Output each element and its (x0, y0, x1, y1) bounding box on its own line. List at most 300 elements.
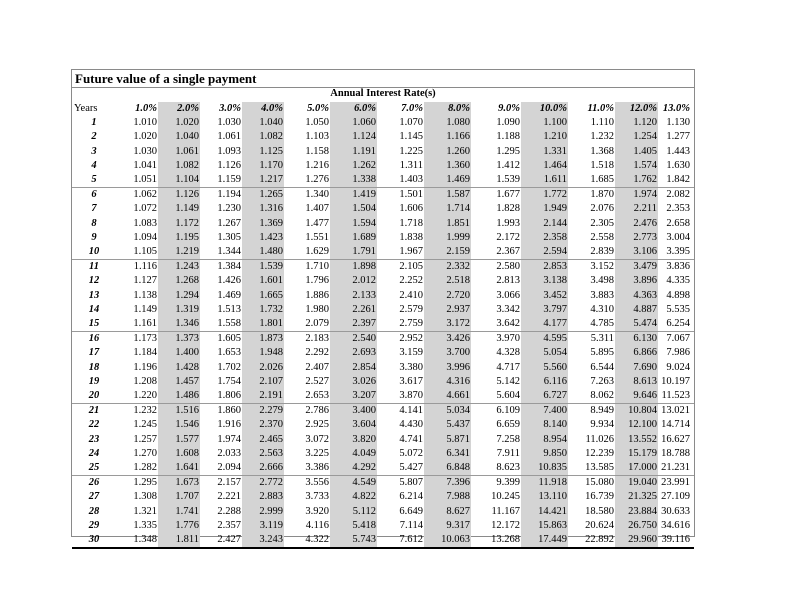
value-cell: 9.024 (666, 361, 690, 373)
value-cell: 1.161 (116, 317, 158, 332)
value-cell: 1.851 (424, 217, 471, 231)
value-cell: 1.608 (158, 447, 200, 461)
value-cell: 1.268 (158, 274, 200, 288)
value-cell: 1.577 (158, 433, 200, 447)
year-cell: 29 (88, 519, 100, 531)
value-cell: 1.948 (242, 346, 284, 360)
table-row (72, 260, 694, 275)
value-cell: 1.265 (242, 188, 284, 203)
value-cell: 1.243 (158, 260, 200, 275)
value-cell: 1.116 (133, 261, 157, 273)
value-cell: 1.477 (305, 217, 329, 229)
value-cell: 2.773 (615, 231, 658, 245)
value-cell: 1.605 (217, 333, 241, 345)
value-cell: 1.125 (242, 145, 284, 159)
table-row (72, 418, 694, 432)
value-cell: 2.693 (330, 346, 377, 360)
value-cell: 14.421 (521, 505, 568, 519)
table-row (72, 188, 694, 203)
value-cell: 1.426 (217, 275, 241, 287)
rate-header: 3.0% (219, 103, 241, 114)
value-cell: 13.585 (568, 461, 615, 476)
value-cell: 6.116 (521, 375, 568, 389)
rate-header: 10.0% (521, 102, 568, 116)
value-cell: 7.400 (521, 404, 568, 419)
value-cell: 10.835 (521, 461, 568, 476)
value-cell: 3.225 (305, 447, 329, 459)
value-cell: 1.886 (305, 289, 329, 301)
value-cell: 1.105 (116, 245, 158, 260)
year-cell: 1 (91, 117, 97, 129)
value-cell: 1.195 (158, 231, 200, 245)
value-cell: 5.427 (377, 461, 424, 476)
value-cell: 1.216 (305, 159, 329, 171)
value-cell: 1.040 (158, 130, 200, 144)
value-cell: 1.191 (330, 145, 377, 159)
value-cell: 21.325 (615, 490, 658, 504)
table-row (72, 245, 694, 260)
year-cell: 2 (91, 131, 97, 143)
value-cell: 6.109 (496, 405, 520, 417)
value-cell: 5.418 (330, 519, 377, 533)
value-cell: 4.049 (330, 447, 377, 461)
value-cell: 5.535 (666, 303, 690, 315)
value-cell: 16.627 (661, 433, 690, 445)
value-cell: 1.072 (133, 203, 157, 215)
value-cell: 1.262 (330, 159, 377, 173)
year-cell: 22 (88, 419, 100, 431)
value-cell: 3.883 (590, 289, 614, 301)
value-cell: 4.822 (330, 490, 377, 504)
value-cell: 1.158 (305, 145, 329, 157)
value-cell: 6.866 (615, 346, 658, 360)
value-cell: 2.786 (305, 405, 329, 417)
value-cell: 1.776 (158, 519, 200, 533)
value-cell: 10.245 (491, 491, 520, 503)
table-row (72, 303, 694, 317)
table-row (72, 274, 694, 288)
value-cell: 1.010 (133, 117, 157, 129)
value-cell: 3.380 (399, 361, 423, 373)
value-cell: 2.653 (284, 389, 330, 404)
value-cell: 11.918 (521, 476, 568, 491)
year-cell: 11 (89, 261, 99, 273)
value-cell: 1.254 (615, 130, 658, 144)
value-cell: 1.898 (330, 260, 377, 275)
value-cell: 1.110 (590, 117, 614, 129)
value-cell: 4.310 (590, 303, 614, 315)
value-cell: 4.717 (496, 361, 520, 373)
value-cell: 2.221 (217, 491, 241, 503)
value-cell: 8.613 (615, 375, 658, 389)
value-cell: 1.949 (521, 202, 568, 216)
value-cell: 5.895 (590, 347, 614, 359)
value-cell: 3.066 (496, 289, 520, 301)
value-cell: 1.791 (330, 245, 377, 260)
value-cell: 2.558 (590, 231, 614, 243)
year-cell: 13 (88, 289, 100, 301)
value-cell: 6.130 (615, 332, 658, 347)
value-cell: 5.743 (330, 533, 377, 548)
value-cell: 1.480 (242, 245, 284, 260)
table-row (72, 346, 694, 360)
value-cell: 1.629 (284, 245, 330, 260)
value-cell: 3.920 (305, 505, 329, 517)
rate-header: 11.0% (587, 103, 614, 114)
value-cell: 7.396 (424, 476, 471, 491)
value-cell: 7.263 (590, 375, 614, 387)
value-cell: 1.369 (242, 217, 284, 231)
value-cell: 1.689 (330, 231, 377, 245)
value-cell: 1.188 (496, 131, 520, 143)
value-cell: 3.556 (305, 477, 329, 489)
value-cell: 1.093 (217, 145, 241, 157)
value-cell: 1.606 (399, 203, 423, 215)
value-cell: 3.138 (521, 274, 568, 288)
value-cell: 1.403 (377, 173, 424, 188)
value-cell: 1.516 (158, 404, 200, 419)
value-cell: 3.452 (521, 289, 568, 303)
value-cell: 1.338 (330, 173, 377, 188)
value-cell: 13.552 (615, 433, 658, 447)
value-cell: 4.595 (521, 332, 568, 347)
value-cell: 11.167 (491, 505, 520, 517)
value-cell: 8.949 (590, 405, 614, 417)
value-cell: 1.103 (305, 131, 329, 143)
value-cell: 6.254 (658, 317, 694, 332)
value-cell: 1.127 (133, 275, 157, 287)
value-cell: 5.474 (615, 317, 658, 332)
value-cell: 16.739 (585, 491, 614, 503)
rate-header: 4.0% (242, 102, 284, 116)
rate-header: 7.0% (401, 103, 423, 114)
value-cell: 2.252 (399, 275, 423, 287)
value-cell: 1.051 (116, 173, 158, 188)
value-cell: 1.340 (305, 189, 329, 201)
value-cell: 9.850 (521, 447, 568, 461)
value-cell: 1.060 (330, 116, 377, 130)
value-cell: 1.373 (158, 332, 200, 347)
table-row (72, 145, 694, 159)
value-cell: 1.501 (399, 189, 423, 201)
value-cell: 21.231 (658, 461, 694, 476)
value-cell: 1.974 (615, 188, 658, 203)
value-cell: 1.331 (521, 145, 568, 159)
value-cell: 1.282 (116, 461, 158, 476)
value-cell: 3.836 (666, 261, 690, 273)
table-row (72, 476, 694, 491)
value-cell: 2.772 (242, 476, 284, 491)
value-cell: 2.133 (330, 289, 377, 303)
value-cell: 11.523 (658, 389, 694, 404)
value-cell: 2.658 (666, 217, 690, 229)
table-row (72, 461, 694, 476)
value-cell: 4.141 (399, 405, 423, 417)
value-cell: 7.114 (399, 519, 423, 531)
value-cell: 3.400 (330, 404, 377, 419)
value-cell: 10.804 (615, 404, 658, 419)
value-cell: 6.341 (424, 447, 471, 461)
value-cell: 1.194 (217, 189, 241, 201)
value-cell: 2.292 (305, 347, 329, 359)
value-cell: 7.612 (377, 533, 424, 548)
year-cell: 6 (91, 189, 97, 201)
value-cell: 1.030 (133, 145, 157, 157)
year-cell: 14 (88, 303, 100, 315)
value-cell: 1.504 (330, 202, 377, 216)
value-cell: 2.144 (521, 217, 568, 231)
value-cell: 15.080 (585, 477, 614, 489)
value-cell: 15.179 (615, 447, 658, 461)
value-cell: 29.960 (615, 533, 658, 548)
value-cell: 1.457 (158, 375, 200, 389)
value-cell: 8.627 (424, 505, 471, 519)
value-cell: 9.317 (424, 519, 471, 533)
value-cell: 17.449 (521, 533, 568, 548)
value-cell: 1.196 (133, 361, 157, 373)
table-row (72, 519, 694, 533)
value-cell: 1.677 (496, 189, 520, 201)
value-cell: 1.539 (471, 173, 521, 188)
value-cell: 3.207 (330, 389, 377, 404)
year-cell: 7 (91, 203, 97, 215)
value-cell: 1.321 (133, 505, 157, 517)
value-cell: 2.407 (305, 361, 329, 373)
value-cell: 18.788 (661, 447, 690, 459)
value-cell: 3.342 (496, 303, 520, 315)
value-cell: 2.157 (217, 477, 241, 489)
value-cell: 1.714 (424, 202, 471, 216)
value-cell: 1.245 (133, 419, 157, 431)
value-cell: 1.860 (217, 405, 241, 417)
value-cell: 2.332 (424, 260, 471, 275)
value-cell: 2.279 (242, 404, 284, 419)
value-cell: 12.100 (615, 418, 658, 432)
value-cell: 1.707 (158, 490, 200, 504)
value-cell: 2.079 (284, 317, 330, 332)
year-cell: 25 (72, 461, 116, 476)
value-cell: 2.172 (496, 231, 520, 243)
value-cell: 1.295 (133, 477, 157, 489)
value-cell: 1.772 (521, 188, 568, 203)
value-cell: 1.070 (399, 117, 423, 129)
value-cell: 2.759 (377, 317, 424, 332)
value-cell: 1.120 (615, 116, 658, 130)
table-row (72, 231, 694, 245)
value-cell: 1.993 (496, 217, 520, 229)
year-cell: 21 (88, 405, 100, 417)
value-cell: 2.720 (424, 289, 471, 303)
value-cell: 4.292 (330, 461, 377, 476)
value-cell: 1.030 (217, 117, 241, 129)
table-row (72, 159, 694, 173)
value-cell: 30.633 (661, 505, 690, 517)
value-cell: 1.230 (217, 203, 241, 215)
value-cell: 2.427 (200, 533, 242, 548)
value-cell: 1.653 (217, 347, 241, 359)
value-cell: 3.996 (424, 361, 471, 375)
year-cell: 23 (88, 433, 100, 445)
value-cell: 2.191 (242, 389, 284, 404)
value-cell: 1.665 (242, 289, 284, 303)
value-cell: 2.012 (330, 274, 377, 288)
value-cell: 1.208 (133, 375, 157, 387)
value-cell: 8.954 (521, 433, 568, 447)
rate-header: 13.0% (662, 103, 690, 114)
value-cell: 1.294 (158, 289, 200, 303)
value-cell: 1.741 (158, 505, 200, 519)
value-cell: 3.072 (305, 433, 329, 445)
rate-header: 2.0% (158, 102, 200, 116)
value-cell: 7.258 (496, 433, 520, 445)
value-cell: 1.539 (242, 260, 284, 275)
value-cell: 1.407 (305, 203, 329, 215)
value-cell: 2.854 (330, 361, 377, 375)
value-cell: 1.061 (158, 145, 200, 159)
value-cell: 1.838 (399, 231, 423, 243)
value-cell: 2.937 (424, 303, 471, 317)
value-cell: 1.558 (200, 317, 242, 332)
value-cell: 2.107 (242, 375, 284, 389)
value-cell: 1.873 (242, 332, 284, 347)
value-cell: 3.479 (615, 260, 658, 275)
value-cell: 1.020 (133, 131, 157, 143)
value-cell: 1.405 (615, 145, 658, 159)
value-cell: 1.335 (133, 519, 157, 531)
value-cell: 1.587 (424, 188, 471, 203)
value-cell: 2.367 (471, 245, 521, 260)
value-cell: 1.348 (116, 533, 158, 548)
year-cell: 28 (88, 505, 100, 517)
value-cell: 1.611 (521, 173, 568, 188)
value-cell: 2.883 (242, 490, 284, 504)
value-cell: 1.305 (217, 231, 241, 243)
years-column-header: Years (74, 103, 98, 114)
value-cell: 1.126 (158, 188, 200, 203)
table-row (72, 375, 694, 389)
value-cell: 1.974 (217, 433, 241, 445)
value-cell: 3.733 (305, 491, 329, 503)
table-row (72, 130, 694, 144)
year-cell: 10 (72, 245, 116, 260)
value-cell: 13.110 (521, 490, 568, 504)
value-cell: 1.762 (615, 173, 658, 188)
value-cell: 13.021 (661, 405, 690, 417)
value-cell: 14.714 (661, 419, 690, 431)
table-row (72, 505, 694, 519)
value-cell: 1.967 (377, 245, 424, 260)
value-cell: 1.316 (242, 202, 284, 216)
value-cell: 1.718 (399, 217, 423, 229)
value-cell: 1.412 (496, 159, 520, 171)
value-cell: 1.368 (590, 145, 614, 157)
value-cell: 4.116 (305, 519, 329, 531)
value-cell: 1.225 (399, 145, 423, 157)
value-cell: 3.604 (330, 418, 377, 432)
value-cell: 2.105 (399, 261, 423, 273)
value-cell: 2.159 (424, 245, 471, 260)
rate-header: 5.0% (307, 103, 329, 114)
value-cell: 12.239 (585, 447, 614, 459)
value-cell: 2.594 (521, 245, 568, 260)
value-cell: 4.430 (399, 419, 423, 431)
value-cell: 1.217 (242, 173, 284, 188)
value-cell: 5.072 (399, 447, 423, 459)
value-cell: 1.518 (590, 159, 614, 171)
value-cell: 1.083 (133, 217, 157, 229)
year-cell: 20 (72, 389, 116, 404)
table-row (72, 490, 694, 504)
year-cell: 30 (72, 533, 116, 548)
value-cell: 5.807 (399, 477, 423, 489)
value-cell: 7.911 (496, 447, 520, 459)
value-cell: 2.518 (424, 274, 471, 288)
value-cell: 1.594 (330, 217, 377, 231)
value-cell: 2.076 (590, 203, 614, 215)
value-cell: 15.863 (521, 519, 568, 533)
value-cell: 9.646 (615, 389, 658, 404)
future-value-table (72, 102, 694, 549)
value-cell: 1.601 (242, 274, 284, 288)
value-cell: 1.673 (158, 476, 200, 491)
value-cell: 6.214 (399, 491, 423, 503)
value-cell: 1.295 (496, 145, 520, 157)
value-cell: 1.486 (158, 389, 200, 404)
value-cell: 2.527 (305, 375, 329, 387)
value-cell: 2.357 (217, 519, 241, 531)
value-cell: 1.170 (242, 159, 284, 173)
value-cell: 1.360 (424, 159, 471, 173)
value-cell: 2.358 (521, 231, 568, 245)
value-cell: 1.277 (666, 131, 690, 143)
value-cell: 1.219 (158, 245, 200, 260)
value-cell: 2.183 (305, 333, 329, 345)
value-cell: 10.197 (661, 375, 690, 387)
value-cell: 2.410 (399, 289, 423, 301)
value-cell: 1.257 (133, 433, 157, 445)
value-cell: 1.710 (305, 261, 329, 273)
value-cell: 1.842 (658, 173, 694, 188)
value-cell: 1.980 (305, 303, 329, 315)
value-cell: 1.130 (666, 117, 690, 129)
year-cell: 24 (88, 447, 100, 459)
value-cell: 6.649 (399, 505, 423, 517)
rate-header: 12.0% (615, 102, 658, 116)
value-cell: 6.848 (424, 461, 471, 476)
value-cell: 3.896 (615, 274, 658, 288)
value-cell: 1.124 (330, 130, 377, 144)
value-cell: 7.067 (666, 333, 690, 345)
value-cell: 2.288 (217, 505, 241, 517)
table-subtitle: Annual Interest Rate(s) (330, 88, 436, 99)
value-cell: 3.617 (399, 375, 423, 387)
table-row (72, 389, 694, 404)
value-cell: 1.828 (496, 203, 520, 215)
value-cell: 1.384 (217, 261, 241, 273)
value-cell: 1.400 (158, 346, 200, 360)
value-cell: 1.020 (158, 116, 200, 130)
value-cell: 1.220 (116, 389, 158, 404)
value-cell: 1.061 (217, 131, 241, 143)
value-cell: 1.641 (158, 461, 200, 476)
value-cell: 2.033 (217, 447, 241, 459)
value-cell: 1.796 (305, 275, 329, 287)
value-cell: 1.811 (158, 533, 200, 548)
value-cell: 17.000 (615, 461, 658, 476)
value-cell: 1.040 (242, 116, 284, 130)
table-row (72, 533, 694, 548)
value-cell: 7.986 (666, 347, 690, 359)
